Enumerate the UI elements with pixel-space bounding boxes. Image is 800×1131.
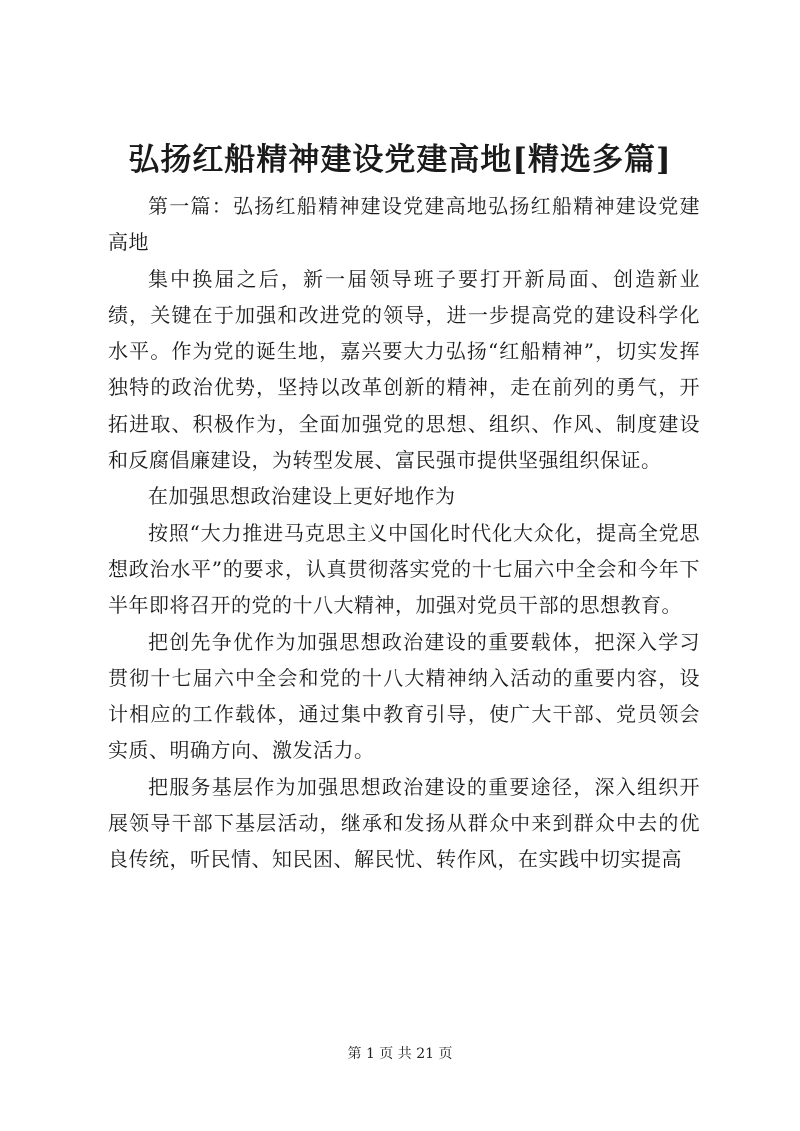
document-title: 弘扬红船精神建设党建高地[精选多篇]	[128, 142, 672, 178]
paragraph-section-heading: 第一篇：弘扬红船精神建设党建高地弘扬红船精神建设党建高地	[108, 194, 700, 255]
paragraph-intro: 集中换届之后，新一届领导班子要打开新局面、创造新业绩，关键在于加强和改进党的领导，进一步提高党的建设科学化水平。作为党的诞生地，嘉兴要大力弘扬“红船精神”，切实发挥独特的政治优势，坚持以改革创新的精神，走在前列的勇气，开拓进取、积极作为，全面加强党的思想、组织、作风、制度建设和反腐倡廉建设，为转型发展、富民强市提供坚强组织保证。	[108, 266, 700, 473]
paragraph-excellence: 把创先争优作为加强思想政治建设的重要载体，把深入学习贯彻十七届六中全会和党的十八大精神纳入活动的重要内容，设计相应的工作载体，通过集中教育引导，使广大干部、党员领会实质、明确方向、激发活力。	[108, 629, 700, 763]
page-number-footer: 第 1 页 共 21 页	[347, 1046, 453, 1062]
document-body	[108, 188, 700, 878]
paragraph-grassroots: 把服务基层作为加强思想政治建设的重要途径，深入组织开展领导干部下基层活动，继承和发扬从群众中来到群众中去的优良传统，听民情、知民困、解民忧、转作风，在实践中切实提高	[108, 774, 700, 872]
paragraph-requirements: 按照“大力推进马克思主义中国化时代化大众化，提高全党思想政治水平”的要求，认真贯彻落实党的十七届六中全会和今年下半年即将召开的党的十八大精神，加强对党员干部的思想教育。	[108, 520, 700, 618]
paragraph-subheading: 在加强思想政治建设上更好地作为	[148, 484, 456, 509]
